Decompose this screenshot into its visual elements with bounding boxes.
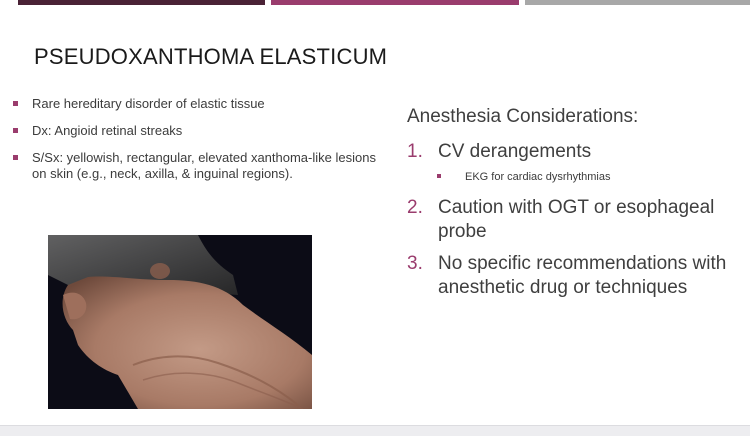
bullet-text: Dx: Angioid retinal streaks xyxy=(32,123,183,138)
sub-bullet-text: EKG for cardiac dysrhythmias xyxy=(465,171,611,183)
clinical-photo xyxy=(48,235,312,409)
numbered-item xyxy=(407,140,737,164)
square-bullet-icon xyxy=(13,101,18,106)
top-bar-gray xyxy=(525,0,750,5)
sub-bullet-item xyxy=(407,170,737,184)
numbered-item xyxy=(407,252,737,300)
considerations-heading: Anesthesia Considerations: xyxy=(407,106,639,127)
square-bullet-icon xyxy=(13,155,18,160)
square-bullet-icon xyxy=(437,174,441,178)
bullet-item xyxy=(12,150,382,182)
item-text: CV derangements xyxy=(438,141,592,162)
item-number: 3. xyxy=(407,253,423,274)
square-bullet-icon xyxy=(13,128,18,133)
top-bar-accent xyxy=(271,0,519,5)
neck-photo-image xyxy=(48,235,312,409)
item-text: Caution with OGT or esophageal probe xyxy=(438,197,715,242)
item-text: No specific recommendations with anesthetic drug or techniques xyxy=(438,253,727,298)
bullet-item xyxy=(12,123,382,139)
slide-title: PSEUDOXANTHOMA ELASTICUM xyxy=(34,44,388,69)
bullet-text: S/Sx: yellowish, rectangular, elevated xanthoma-like lesions on skin (e.g., neck, axilla, & inguinal regions). xyxy=(32,150,376,181)
numbered-item xyxy=(407,196,737,244)
top-bar-dark xyxy=(18,0,265,5)
item-number: 2. xyxy=(407,197,423,218)
bullet-text: Rare hereditary disorder of elastic tissue xyxy=(32,96,265,111)
right-column xyxy=(407,106,737,308)
left-bullet-list xyxy=(12,96,382,193)
bottom-strip xyxy=(0,425,750,436)
item-number: 1. xyxy=(407,141,423,162)
bullet-item xyxy=(12,96,382,112)
